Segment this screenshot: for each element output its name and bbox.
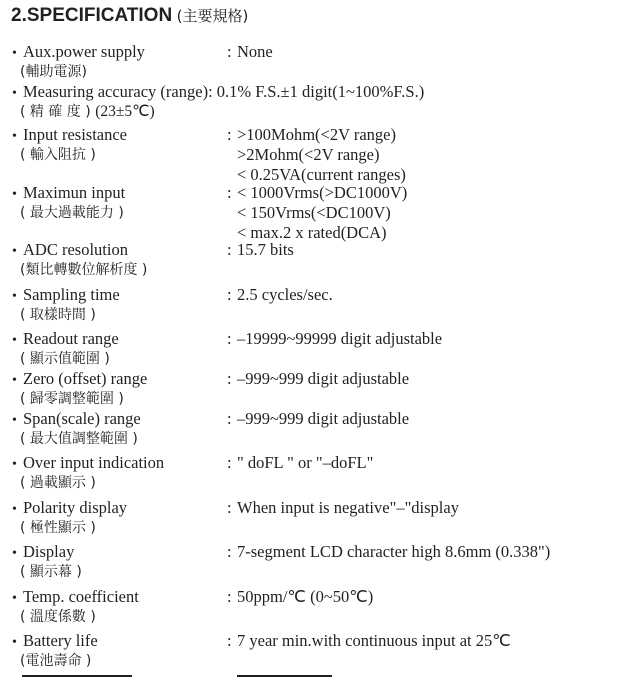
spec-label: Input resistance bbox=[23, 125, 128, 144]
spec-values bbox=[237, 329, 442, 349]
spec-value-line: –999~999 digit adjustable bbox=[237, 369, 410, 388]
spec-label-row bbox=[12, 240, 128, 262]
spec-value-line: 0.1% F.S.±1 digit(1~100%F.S.) bbox=[216, 82, 425, 101]
spec-colon: : bbox=[227, 453, 232, 472]
bullet: • bbox=[12, 546, 17, 561]
spec-values bbox=[237, 240, 294, 260]
spec-values bbox=[237, 125, 406, 185]
spec-colon: : bbox=[227, 542, 232, 561]
spec-values bbox=[237, 369, 409, 389]
spec-label-chinese-row bbox=[20, 102, 155, 122]
spec-value-line: –19999~99999 digit adjustable bbox=[237, 329, 443, 348]
spec-label-row bbox=[12, 42, 145, 64]
spec-label-condition: (23±5℃) bbox=[95, 103, 155, 120]
spec-value-line: When input is negative"–"display bbox=[237, 498, 459, 517]
spec-colon: : bbox=[227, 125, 232, 144]
spec-colon: : bbox=[227, 42, 232, 61]
spec-label-chinese: ( 取樣時間 ) bbox=[20, 307, 96, 323]
bullet: • bbox=[12, 289, 17, 304]
spec-value-line: –999~999 digit adjustable bbox=[237, 409, 410, 428]
spec-label-chinese: ( 精 確 度 ) bbox=[20, 104, 91, 120]
spec-values bbox=[237, 631, 511, 651]
spec-value-line: >100Mohm(<2V range) bbox=[237, 125, 396, 144]
spec-label-row bbox=[12, 183, 125, 205]
cut-off-next-row bbox=[0, 672, 629, 680]
spec-label-row bbox=[12, 329, 119, 351]
spec-label: Measuring accuracy (range) bbox=[23, 82, 209, 101]
spec-label-chinese: ( 輸入阻抗 ) bbox=[20, 147, 96, 163]
spec-values bbox=[237, 498, 459, 518]
spec-value-line: 2.5 cycles/sec. bbox=[237, 285, 333, 304]
spec-colon: : bbox=[227, 329, 232, 348]
section-title-main: 2.SPECIFICATION bbox=[11, 5, 173, 26]
spec-colon: : bbox=[227, 409, 232, 428]
spec-label: Aux.power supply bbox=[23, 42, 145, 61]
section-title bbox=[11, 5, 248, 27]
spec-label: Polarity display bbox=[23, 498, 128, 517]
bullet: • bbox=[12, 635, 17, 650]
spec-label-row bbox=[12, 587, 139, 609]
spec-label-chinese: ( 溫度係數 ) bbox=[20, 609, 96, 625]
spec-label-row bbox=[12, 631, 98, 653]
cut-off-label-fragment bbox=[22, 675, 132, 677]
spec-value-line: 15.7 bits bbox=[237, 240, 294, 259]
spec-label-row bbox=[12, 409, 141, 431]
bullet: • bbox=[12, 244, 17, 259]
spec-label-row bbox=[12, 125, 127, 147]
spec-value-line: < 150Vrms(<DC100V) bbox=[237, 203, 391, 222]
cut-off-value-fragment bbox=[237, 675, 332, 677]
spec-value-line: None bbox=[237, 42, 273, 61]
spec-label: Maximun input bbox=[23, 183, 126, 202]
spec-label-chinese: (類比轉數位解析度 ) bbox=[20, 262, 148, 278]
section-title-chinese: (主要規格) bbox=[176, 7, 249, 25]
spec-label-chinese: ( 最大過載能力 ) bbox=[20, 205, 124, 221]
spec-colon: : bbox=[227, 240, 232, 259]
spec-label: Battery life bbox=[23, 631, 98, 650]
spec-label-chinese: ( 極性顯示 ) bbox=[20, 520, 96, 536]
spec-label: Zero (offset) range bbox=[23, 369, 148, 388]
spec-value-line: < 0.25VA(current ranges) bbox=[237, 165, 406, 184]
spec-label: ADC resolution bbox=[23, 240, 128, 259]
spec-value-line: >2Mohm(<2V range) bbox=[237, 145, 380, 164]
bullet: • bbox=[12, 457, 17, 472]
spec-colon: : bbox=[227, 498, 232, 517]
spec-label-chinese: ( 顯示值範圍 ) bbox=[20, 351, 110, 367]
spec-label: Sampling time bbox=[23, 285, 120, 304]
spec-label-row bbox=[12, 453, 164, 475]
bullet: • bbox=[12, 373, 17, 388]
bullet: • bbox=[12, 333, 17, 348]
spec-label: Readout range bbox=[23, 329, 119, 348]
bullet: • bbox=[12, 187, 17, 202]
bullet: • bbox=[12, 502, 17, 517]
spec-label-row bbox=[12, 369, 147, 391]
spec-colon: : bbox=[227, 285, 232, 304]
spec-value-line: 7-segment LCD character high 8.6mm (0.338") bbox=[237, 542, 551, 561]
spec-values bbox=[237, 183, 407, 243]
bullet: • bbox=[12, 413, 17, 428]
spec-colon: : bbox=[227, 369, 232, 388]
spec-values bbox=[237, 587, 373, 607]
spec-label-chinese: ( 顯示幕 ) bbox=[20, 564, 82, 580]
spec-label: Over input indication bbox=[23, 453, 165, 472]
spec-label-chinese: (輔助電源) bbox=[20, 64, 87, 80]
spec-value-line: 7 year min.with continuous input at 25℃ bbox=[237, 631, 511, 650]
spec-label-chinese: ( 歸零調整範圍 ) bbox=[20, 391, 124, 407]
spec-colon: : bbox=[227, 587, 232, 606]
spec-colon: : bbox=[227, 183, 232, 202]
bullet: • bbox=[12, 46, 17, 61]
spec-label-row bbox=[12, 285, 120, 307]
bullet: • bbox=[12, 86, 17, 101]
spec-value-line: 50ppm/℃ (0~50℃) bbox=[237, 587, 374, 606]
spec-colon-inline: : bbox=[208, 82, 213, 101]
spec-values bbox=[237, 409, 409, 429]
spec-label-chinese: ( 過載顯示 ) bbox=[20, 475, 96, 491]
spec-label-row bbox=[12, 82, 424, 104]
spec-colon: : bbox=[227, 631, 232, 650]
spec-value-line: < max.2 x rated(DCA) bbox=[237, 223, 387, 242]
spec-values bbox=[237, 542, 550, 562]
spec-label: Temp. coefficient bbox=[23, 587, 139, 606]
spec-value-line: < 1000Vrms(>DC1000V) bbox=[237, 183, 408, 202]
spec-values bbox=[237, 285, 333, 305]
spec-label-chinese: (電池壽命 ) bbox=[20, 653, 92, 669]
spec-label-row bbox=[12, 542, 74, 564]
spec-values bbox=[237, 453, 373, 473]
bullet: • bbox=[12, 129, 17, 144]
spec-label-chinese: ( 最大值調整範圍 ) bbox=[20, 431, 138, 447]
spec-label-row bbox=[12, 498, 127, 520]
spec-label: Display bbox=[23, 542, 75, 561]
spec-label: Span(scale) range bbox=[23, 409, 141, 428]
bullet: • bbox=[12, 591, 17, 606]
spec-values bbox=[237, 42, 273, 62]
spec-value-line: " doFL " or "–doFL" bbox=[237, 453, 374, 472]
